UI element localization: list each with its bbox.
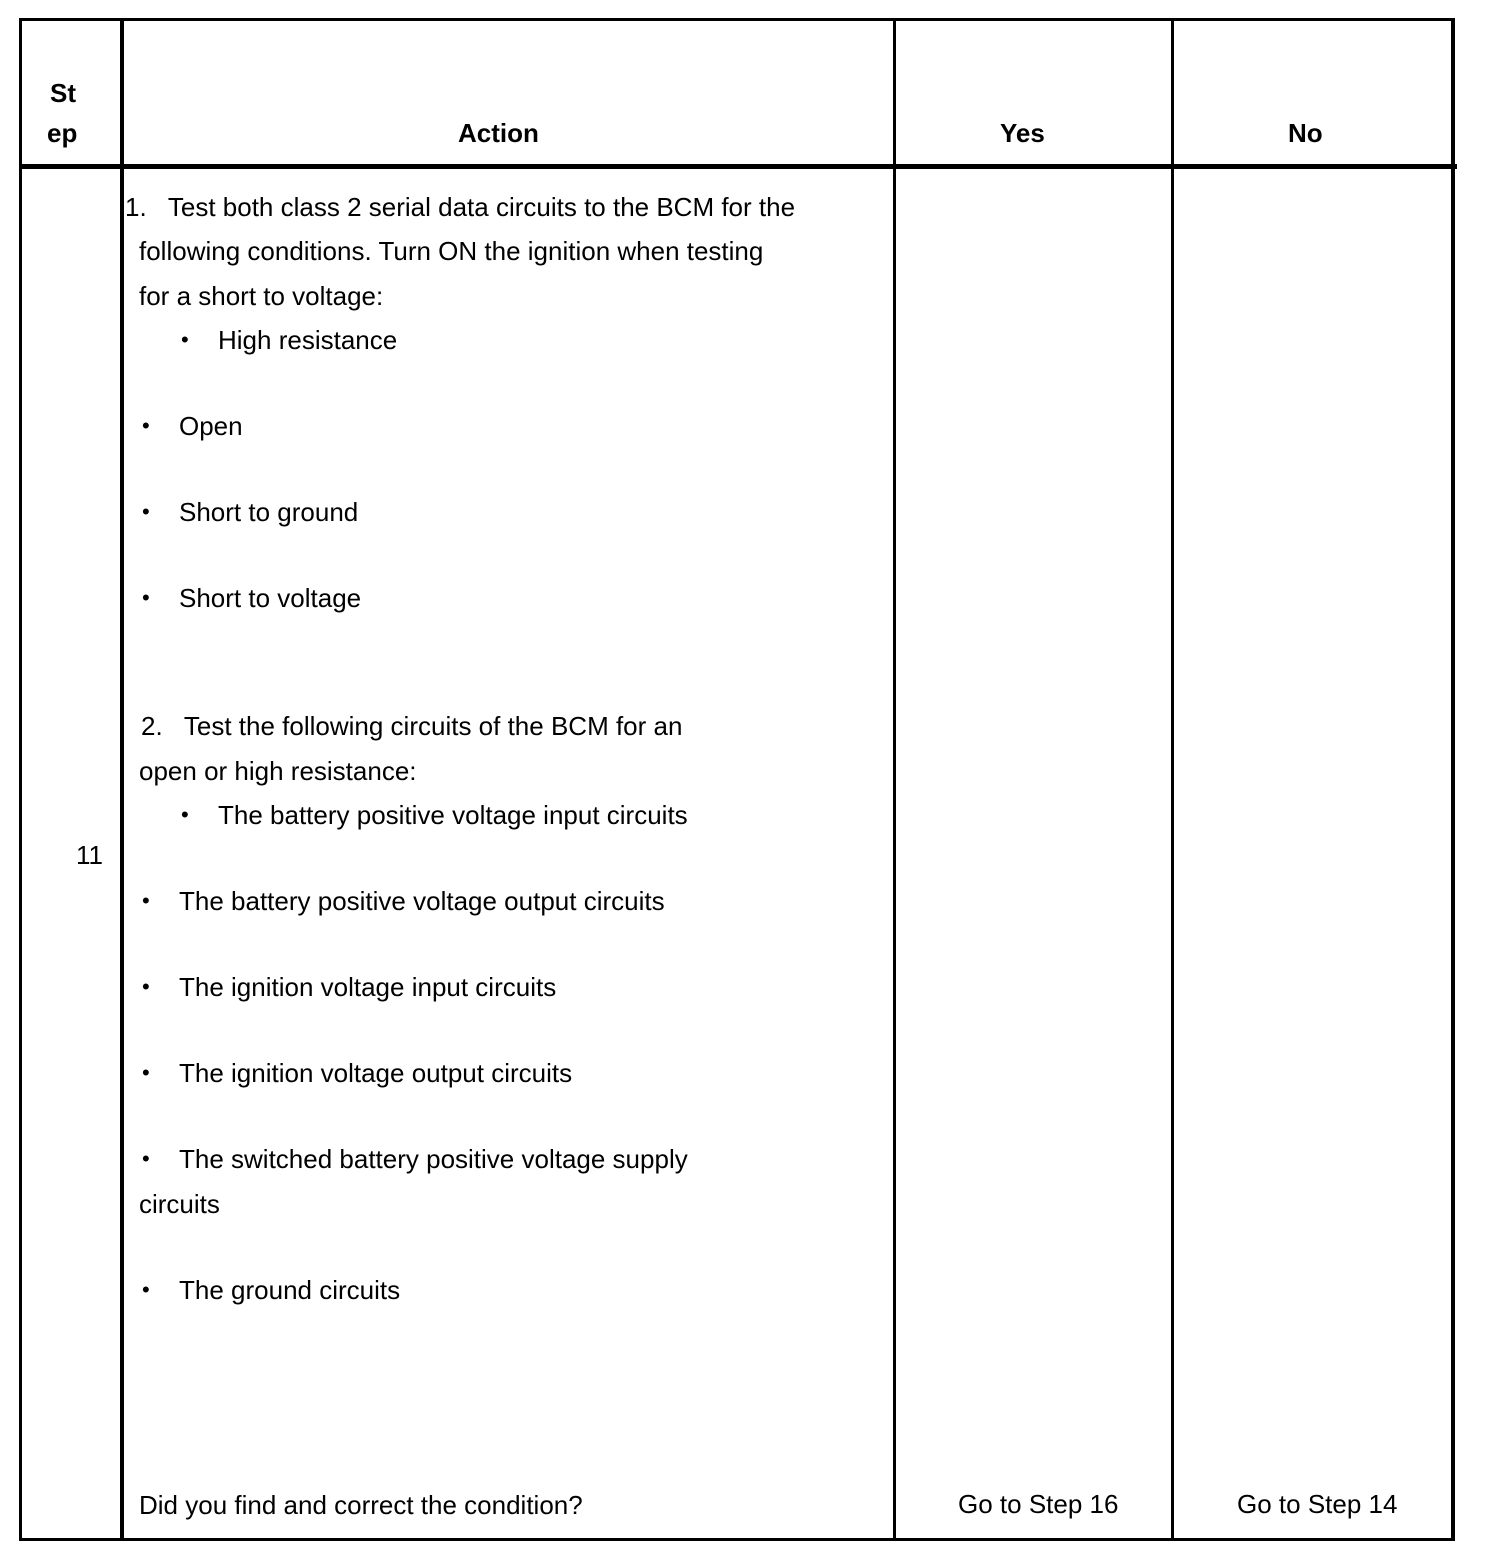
table-right-border — [1451, 18, 1455, 1541]
header-step-line2: ep — [47, 118, 78, 148]
action-item1-line2: following conditions. Turn ON the ignition when testing — [139, 236, 764, 266]
yes-no-divider — [1171, 18, 1174, 1541]
bullet-glyph: • — [142, 974, 150, 999]
action-item2-line1: 2. Test the following circuits of the BCM for an — [141, 711, 683, 741]
header-action: Action — [458, 118, 539, 148]
bullet-glyph: • — [142, 1146, 150, 1171]
item2-bullet-battery-input: The battery positive voltage input circuits — [218, 800, 688, 830]
item1-bullet-short-to-voltage: Short to voltage — [179, 583, 362, 613]
no-outcome: Go to Step 14 — [1237, 1489, 1398, 1519]
bullet-glyph: • — [142, 499, 150, 524]
header-step-line1: St — [50, 78, 76, 108]
table-top-border — [19, 18, 1455, 21]
header-no: No — [1288, 118, 1323, 148]
action-item2-line2: open or high resistance: — [139, 756, 417, 786]
bullet-glyph: • — [142, 1277, 150, 1302]
bullet-glyph: • — [142, 585, 150, 610]
item2-bullet-battery-output: The battery positive voltage output circuits — [179, 886, 665, 916]
bullet-glyph: • — [142, 888, 150, 913]
bullet-glyph: • — [142, 1060, 150, 1085]
step-number: 11 — [76, 840, 103, 870]
table-bottom-border — [19, 1538, 1455, 1541]
item2-bullet-switched-battery: The switched battery positive voltage supply — [179, 1144, 688, 1174]
header-yes: Yes — [1000, 118, 1045, 148]
action-yes-divider — [893, 18, 896, 1541]
action-item1-line3: for a short to voltage: — [139, 281, 384, 311]
action-item1-line1: 1. Test both class 2 serial data circuits to the BCM for the — [125, 192, 796, 222]
bullet-glyph: • — [142, 413, 150, 438]
item2-bullet-switched-battery-cont: circuits — [139, 1189, 220, 1219]
header-bottom-border — [19, 164, 1457, 169]
item2-bullet-ground: The ground circuits — [179, 1275, 401, 1305]
bullet-glyph: • — [181, 327, 189, 352]
bullet-glyph: • — [181, 802, 189, 827]
item1-bullet-open: Open — [179, 411, 243, 441]
item1-bullet-short-to-ground: Short to ground — [179, 497, 359, 527]
step-action-divider — [120, 18, 124, 1541]
item2-bullet-ignition-output: The ignition voltage output circuits — [179, 1058, 573, 1088]
item1-bullet-high-resistance: High resistance — [218, 325, 398, 355]
item2-bullet-ignition-input: The ignition voltage input circuits — [179, 972, 557, 1002]
yes-outcome: Go to Step 16 — [958, 1489, 1119, 1519]
action-question: Did you find and correct the condition? — [139, 1490, 583, 1520]
table-left-border — [19, 18, 22, 1541]
